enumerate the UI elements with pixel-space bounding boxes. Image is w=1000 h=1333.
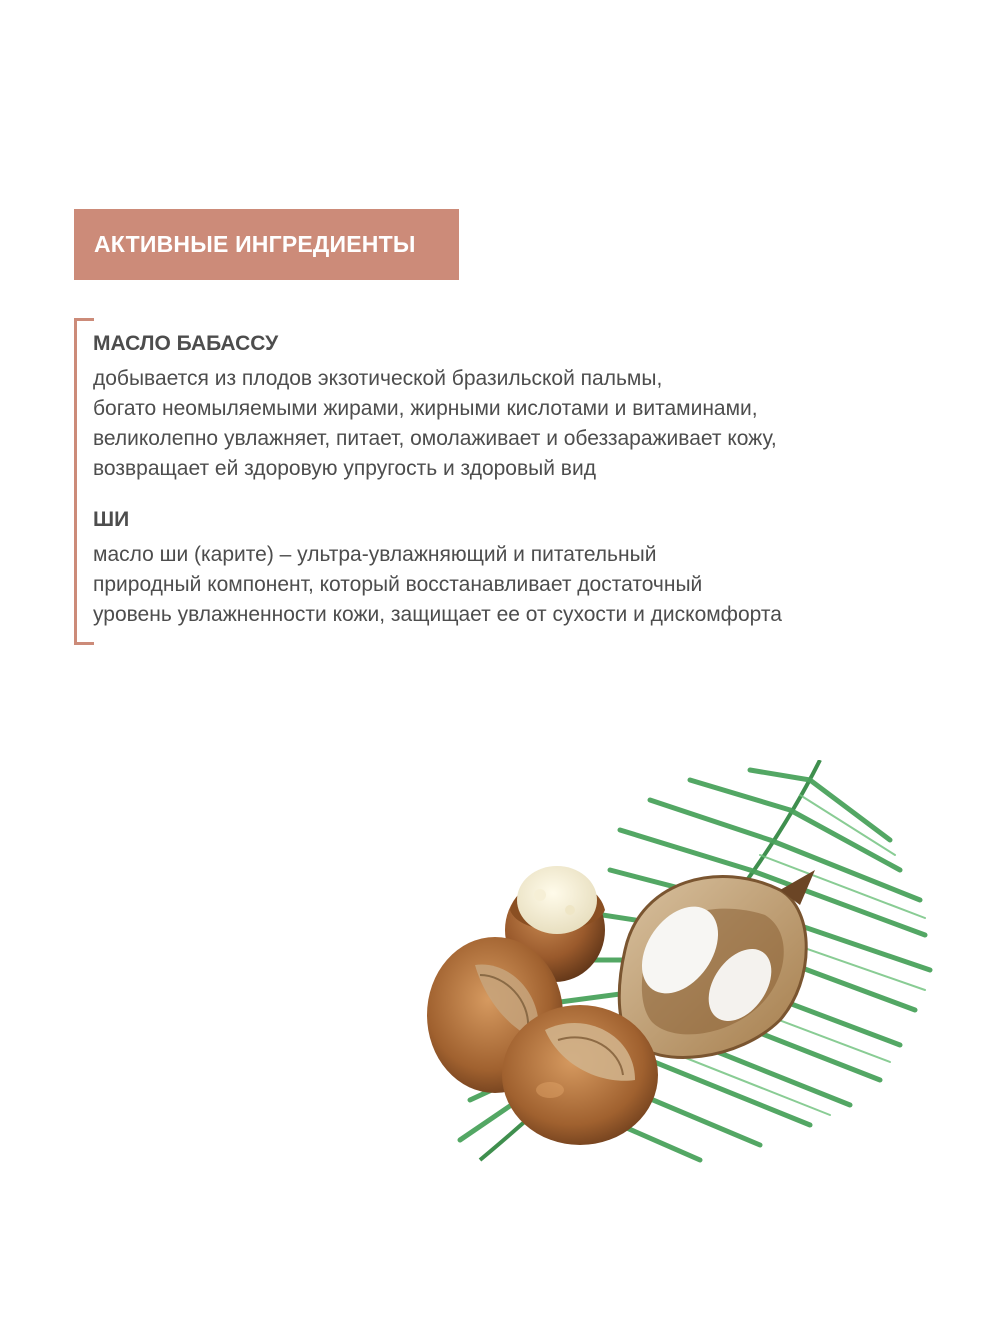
section-header-title: АКТИВНЫЕ ИНГРЕДИЕНТЫ — [94, 231, 416, 257]
ingredient-title: МАСЛО БАБАССУ — [93, 332, 279, 355]
ingredient-item-babassu — [93, 330, 973, 484]
section-header-badge — [74, 209, 459, 280]
shea-nut-icon — [502, 1005, 658, 1145]
babassu-fruit-icon — [619, 870, 815, 1057]
ingredient-description: масло ши (карите) – ультра-увлажняющий и питательный природный компонент, который восстанавливает достаточный уровень увлажненности кожи, защищает ее от сухости и дискомфорта — [93, 543, 782, 626]
ingredient-item-shea — [93, 506, 973, 630]
content-bracket-decoration — [74, 318, 94, 645]
ingredient-title: ШИ — [93, 508, 130, 531]
ingredients-illustration — [420, 760, 960, 1180]
ingredient-description: добывается из плодов экзотической бразильской пальмы, богато неомыляемыми жирами, жирными кислотами и витаминами, великолепно увлажняет, питает, омолаживает и обеззараживает кожу, возвращает ей здоровую упругость и здоровый вид — [93, 367, 777, 480]
ingredients-list — [93, 330, 973, 630]
